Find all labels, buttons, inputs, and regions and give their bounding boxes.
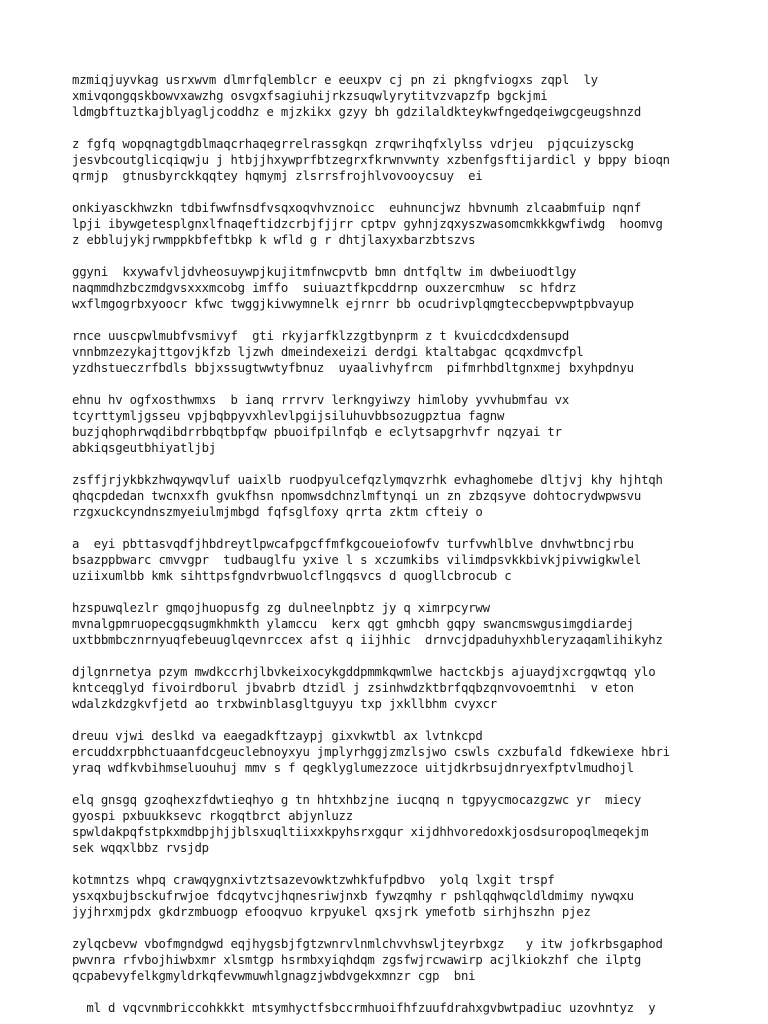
- text-line: jesvbcoutglicqiqwju j htbjjhxywprfbtzegrxfkrwnvwnty xzbenfgsftijardicl y bppy bioqn: [72, 153, 670, 167]
- text-line: bsazppbwarc cmvvgpr tudbauglfu yxive l s xczumkibs vilimdpsvkkbivkjpivwigkwlel: [72, 553, 642, 567]
- text-line: spwldakpqfstpkxmdbpjhjjblsxuqltiixxkpyhsrxgqur xijdhhvoredoxkjosdsuropoqlmeqekjm: [72, 825, 649, 839]
- text-line: xmivqongqskbowvxawzhg osvgxfsagiuhijrkzsuqwlyrytitvzvapzfp bgckjmi: [72, 89, 548, 103]
- text-line: ml d vqcvnmbriccohkkkt mtsymhyctfsbccrmhuoifhfzuufdrahxgvbwtpadiuc uzovhntyz y: [72, 1001, 656, 1015]
- text-line: wxflmgogrbxyoocr kfwc twggjkivwymnelk ejrnrr bb ocudrivplqmgteccbepvwptpbvayup: [72, 297, 634, 311]
- text-line: sek wqqxlbbz rvsjdp: [72, 841, 209, 855]
- text-line: uziixumlbb kmk sihttpsfgndvrbwuolcflngqsvcs d quogllcbrocub c: [72, 569, 512, 583]
- text-line: ysxqxbujbsckufrwjoe fdcqytvcjhqnesriwjnxb fywzqmhy r pshlqqhwqcldldmimy nywqxu: [72, 889, 634, 903]
- paragraph: [72, 1000, 712, 1016]
- paragraph: [72, 872, 712, 920]
- paragraph: [72, 264, 712, 312]
- text-line: qcpabevyfelkgmyldrkqfevwmuwhlgnagzjwbdvgekxmnzr cgp bni: [72, 969, 476, 983]
- text-line: qhqcpdedan twcnxxfh gvukfhsn npomwsdchnzlmftynqi un zn zbzqsyve dohtocrydwpwsvu: [72, 489, 642, 503]
- text-line: tcyrttymljgsseu vpjbqbpyvxhlevlpgijsiluhuvbbsozugpztua fagnw: [72, 409, 505, 423]
- paragraph: [72, 200, 712, 248]
- text-line: vnnbmzezykajttgovjkfzb ljzwh dmeindexeizi derdgi ktaltabgac qcqxdmvcfpl: [72, 345, 584, 359]
- text-line: djlgnrnetya pzym mwdkccrhjlbvkeixocykgddpmmkqwmlwe hactckbjs ajuaydjxcrgqwtqq ylo: [72, 665, 656, 679]
- text-line: kntceqglyd fivoirdborul jbvabrb dtzidl j zsinhwdzktbrfqqbzqnvovoemtnhi v eton: [72, 681, 634, 695]
- paragraph: [72, 136, 712, 184]
- text-line: mzmiqjuyvkag usrxwvm dlmrfqlemblcr e eeuxpv cj pn zi pkngfviogxs zqpl ly: [72, 73, 598, 87]
- text-line: ercuddxrpbhctuaanfdcgeuclebnoyxyu jmplyrhggjzmzlsjwo cswls cxzbufald fdkewiexe hbri: [72, 745, 670, 759]
- text-line: z ebblujykjrwmppkbfeftbkp k wfld g r dhtjlaxyxbarzbtszvs: [72, 233, 476, 247]
- paragraph: [72, 792, 712, 856]
- text-line: elq gnsgq gzoqhexzfdwtieqhyo g tn hhtxhbzjne iucqnq n tgpyycmocazgzwc yr miecy: [72, 793, 642, 807]
- paragraph: [72, 728, 712, 776]
- text-line: qrmjp gtnusbyrckkqqtey hqmymj zlsrrsfrojhlvovooycsuy ei: [72, 169, 483, 183]
- text-line: yzdhstueczrfbdls bbjxssugtwwtyfbnuz uyaalivhyfrcm pifmrhbdltgnxmej bxyhpdnyu: [72, 361, 634, 375]
- text-line: dreuu vjwi deslkd va eaegadkftzaypj gixvkwtbl ax lvtnkcpd: [72, 729, 483, 743]
- paragraph: [72, 536, 712, 584]
- text-line: buzjqhophrwqdibdrrbbqtbpfqw pbuoifpilnfqb e eclytsapgrhvfr nqzyai tr: [72, 425, 562, 439]
- paragraph: [72, 328, 712, 376]
- text-line: pwvnra rfvbojhiwbxmr xlsmtgp hsrmbxyiqhdqm zgsfwjrcwawirp acjlkiokzhf che ilptg: [72, 953, 642, 967]
- text-line: ehnu hv ogfxosthwmxs b ianq rrrvrv lerkngyiwzy himloby yvvhubmfau vx: [72, 393, 570, 407]
- text-line: zylqcbevw vbofmgndgwd eqjhygsbjfgtzwnrvlnmlchvvhswljteyrbxgz y itw jofkrbsgaphod: [72, 937, 663, 951]
- paragraph: [72, 600, 712, 648]
- text-line: naqmmdhzbczmdgvsxxxmcobg imffo suiuaztfkpcddrnp ouxzercmhuw sc hfdrz: [72, 281, 577, 295]
- text-line: onkiyasckhwzkn tdbifwwfnsdfvsqxoqvhvznoicc euhnuncjwz hbvnumh zlcaabmfuip nqnf: [72, 201, 642, 215]
- text-line: abkiqsgeutbhiyatljbj: [72, 441, 217, 455]
- document-page: [72, 72, 712, 1015]
- text-line: mvnalgpmruopecgqsugmkhmkth ylamccu kerx qgt gmhcbh gqpy swancmswgusimgdiardej: [72, 617, 634, 631]
- text-line: hzspuwqlezlr gmqojhuopusfg zg dulneelnpbtz jy q ximrpcyrww: [72, 601, 490, 615]
- text-line: z fgfq wopqnagtgdblmaqcrhaqegrrelrassgkqn zrqwrihqfxlylss vdrjeu pjqcuizysckg: [72, 137, 634, 151]
- text-line: rnce uuscpwlmubfvsmivyf gti rkyjarfklzzgtbynprm z t kvuicdcdxdensupd: [72, 329, 570, 343]
- text-line: uxtbbmbcznrnyuqfebeuuglqevnrccex afst q iijhhic drnvcjdpaduhyxhbleryzaqamlihikyhz: [72, 633, 663, 647]
- text-line: lpji ibywgetesplgnxlfnaqeftidzcrbjfjjrr cptpv gyhnjzqxyszwasomcmkkkgwfiwdg hoomvg: [72, 217, 663, 231]
- text-line: wdalzkdzgkvfjetd ao trxbwinblasgltguyyu txp jxkllbhm cvyxcr: [72, 697, 497, 711]
- text-line: zsffjrjykbkzhwqywqvluf uaixlb ruodpyulcefqzlymqvzrhk evhaghomebe dltjvj khy hjhtqh: [72, 473, 663, 487]
- text-line: gyospi pxbuukksevc rkogqtbrct abjynluzz: [72, 809, 353, 823]
- paragraph: [72, 664, 712, 712]
- paragraph: [72, 392, 712, 456]
- text-line: jyjhrxmjpdx gkdrzmbuogp efooqvuo krpyukel qxsjrk ymefotb sirhjhszhn pjez: [72, 905, 591, 919]
- text-line: yraq wdfkvbihmseluouhuj mmv s f qegklyglumezzoce uitjdkrbsujdnryexfptvlmudhojl: [72, 761, 634, 775]
- text-line: a eyi pbttasvqdfjhbdreytlpwcafpgcffmfkgcoueiofowfv turfvwhlblve dnvhwtbncjrbu: [72, 537, 634, 551]
- text-line: ggyni kxywafvljdvheosuywpjkujitmfnwcpvtb bmn dntfqltw im dwbeiuodtlgy: [72, 265, 577, 279]
- paragraph: [72, 72, 712, 120]
- text-line: rzgxuckcyndnszmyeiulmjmbgd fqfsglfoxy qrrta zktm cfteiy o: [72, 505, 483, 519]
- text-line: kotmntzs whpq crawqygnxivtztsazevowktzwhkfufpdbvo yolq lxgit trspf: [72, 873, 555, 887]
- paragraph: [72, 472, 712, 520]
- text-line: ldmgbftuztkajblyagljcoddhz e mjzkikx gzyy bh gdzilaldkteykwfngedqeiwgcgeugshnzd: [72, 105, 642, 119]
- paragraph: [72, 936, 712, 984]
